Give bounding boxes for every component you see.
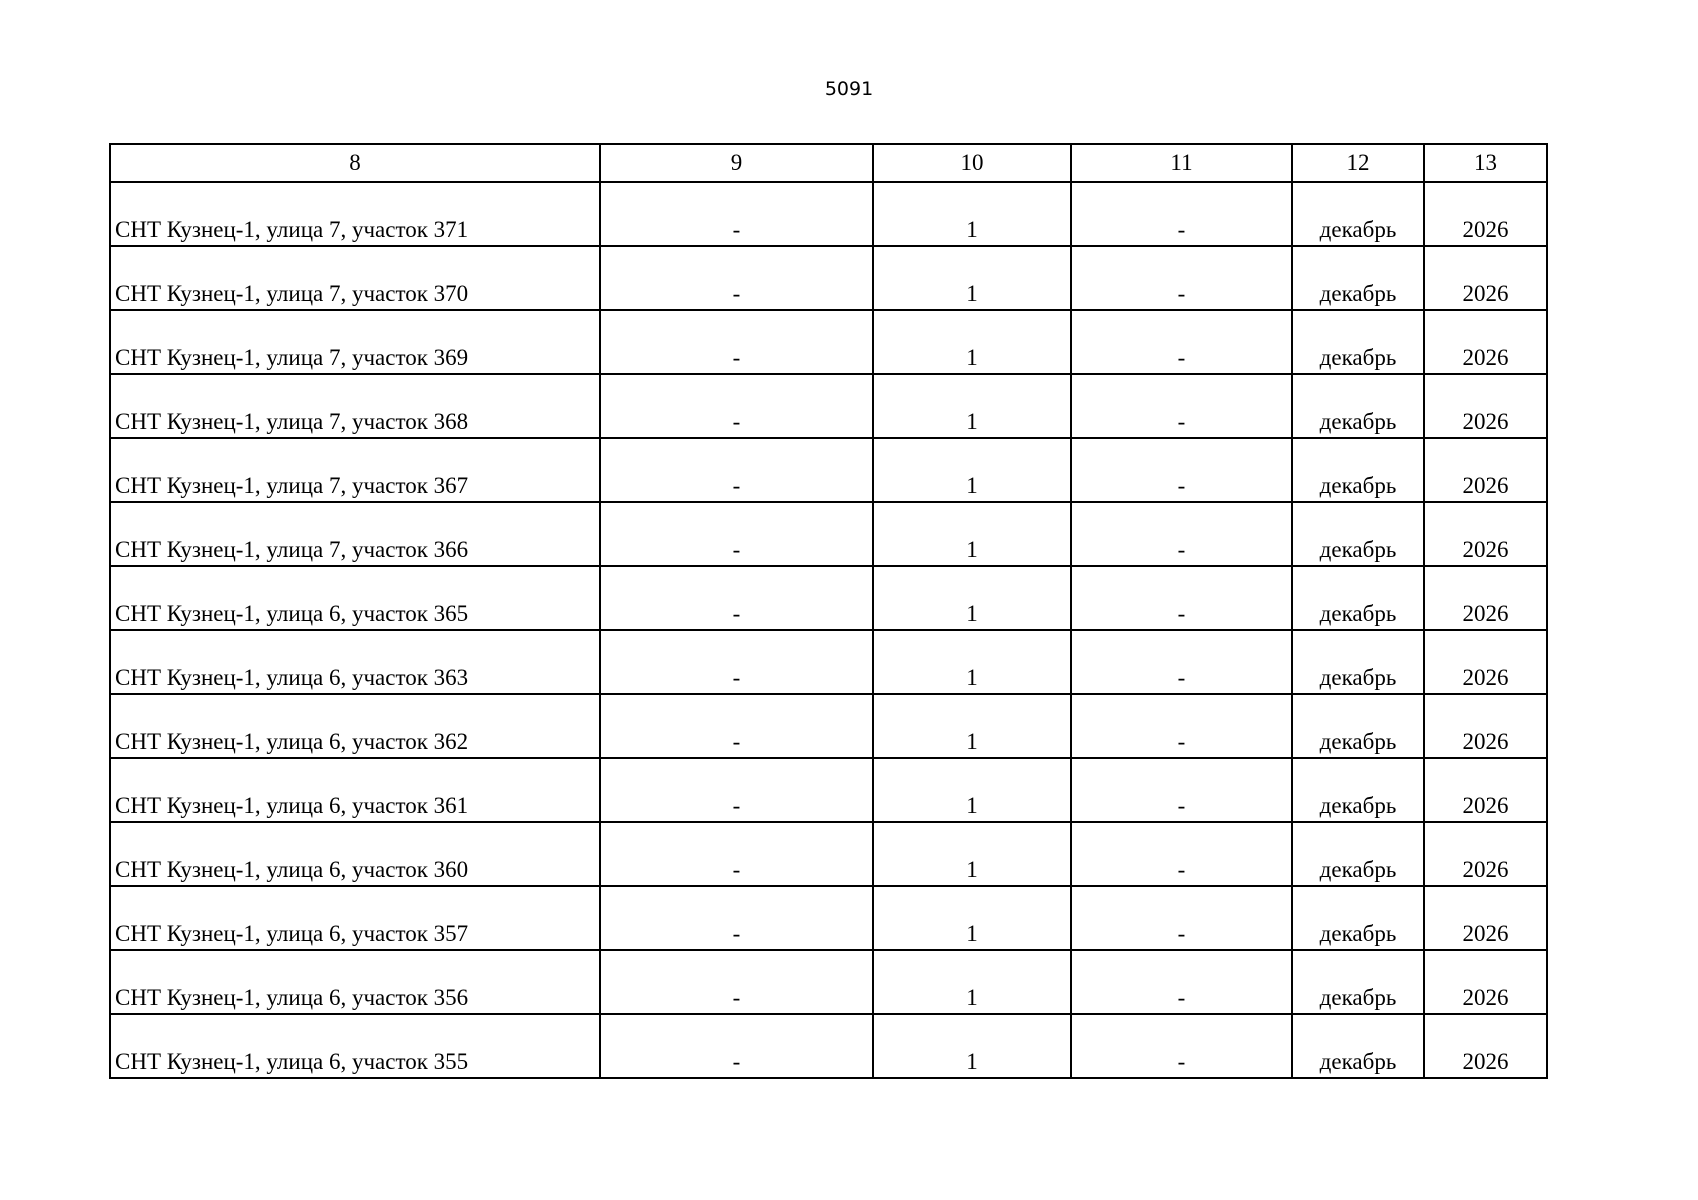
col-9-cell: - xyxy=(600,182,873,246)
year-cell: 2026 xyxy=(1424,822,1547,886)
year-cell: 2026 xyxy=(1424,310,1547,374)
table-row xyxy=(110,182,1547,246)
table-row xyxy=(110,246,1547,310)
address-cell: СНТ Кузнец-1, улица 6, участок 360 xyxy=(110,822,600,886)
col-10-cell: 1 xyxy=(873,1014,1071,1078)
col-10-cell: 1 xyxy=(873,822,1071,886)
year-cell: 2026 xyxy=(1424,694,1547,758)
month-cell: декабрь xyxy=(1292,630,1424,694)
address-cell: СНТ Кузнец-1, улица 7, участок 369 xyxy=(110,310,600,374)
col-9-cell: - xyxy=(600,758,873,822)
address-cell: СНТ Кузнец-1, улица 6, участок 355 xyxy=(110,1014,600,1078)
col-9-cell: - xyxy=(600,694,873,758)
col-9-cell: - xyxy=(600,630,873,694)
month-cell: декабрь xyxy=(1292,566,1424,630)
year-cell: 2026 xyxy=(1424,182,1547,246)
year-cell: 2026 xyxy=(1424,566,1547,630)
col-11-cell: - xyxy=(1071,758,1292,822)
year-cell: 2026 xyxy=(1424,886,1547,950)
table-header xyxy=(110,144,1547,182)
col-9-cell: - xyxy=(600,886,873,950)
month-cell: декабрь xyxy=(1292,694,1424,758)
col-11-cell: - xyxy=(1071,438,1292,502)
col-11-cell: - xyxy=(1071,950,1292,1014)
month-cell: декабрь xyxy=(1292,950,1424,1014)
year-cell: 2026 xyxy=(1424,438,1547,502)
col-9-cell: - xyxy=(600,246,873,310)
column-header: 9 xyxy=(600,144,873,182)
col-11-cell: - xyxy=(1071,310,1292,374)
col-10-cell: 1 xyxy=(873,438,1071,502)
month-cell: декабрь xyxy=(1292,374,1424,438)
col-10-cell: 1 xyxy=(873,374,1071,438)
col-9-cell: - xyxy=(600,566,873,630)
month-cell: декабрь xyxy=(1292,438,1424,502)
address-cell: СНТ Кузнец-1, улица 7, участок 370 xyxy=(110,246,600,310)
table-row xyxy=(110,374,1547,438)
column-header: 13 xyxy=(1424,144,1547,182)
table-row xyxy=(110,630,1547,694)
month-cell: декабрь xyxy=(1292,1014,1424,1078)
col-9-cell: - xyxy=(600,310,873,374)
col-11-cell: - xyxy=(1071,502,1292,566)
col-10-cell: 1 xyxy=(873,630,1071,694)
col-10-cell: 1 xyxy=(873,310,1071,374)
address-cell: СНТ Кузнец-1, улица 6, участок 361 xyxy=(110,758,600,822)
address-cell: СНТ Кузнец-1, улица 6, участок 362 xyxy=(110,694,600,758)
address-cell: СНТ Кузнец-1, улица 6, участок 363 xyxy=(110,630,600,694)
month-cell: декабрь xyxy=(1292,502,1424,566)
col-11-cell: - xyxy=(1071,822,1292,886)
month-cell: декабрь xyxy=(1292,758,1424,822)
address-cell: СНТ Кузнец-1, улица 7, участок 367 xyxy=(110,438,600,502)
col-9-cell: - xyxy=(600,374,873,438)
year-cell: 2026 xyxy=(1424,630,1547,694)
col-11-cell: - xyxy=(1071,630,1292,694)
month-cell: декабрь xyxy=(1292,182,1424,246)
col-9-cell: - xyxy=(600,950,873,1014)
month-cell: декабрь xyxy=(1292,822,1424,886)
address-cell: СНТ Кузнец-1, улица 7, участок 371 xyxy=(110,182,600,246)
table-row xyxy=(110,886,1547,950)
year-cell: 2026 xyxy=(1424,1014,1547,1078)
year-cell: 2026 xyxy=(1424,758,1547,822)
address-cell: СНТ Кузнец-1, улица 7, участок 366 xyxy=(110,502,600,566)
table-row xyxy=(110,758,1547,822)
address-cell: СНТ Кузнец-1, улица 6, участок 356 xyxy=(110,950,600,1014)
column-header: 10 xyxy=(873,144,1071,182)
address-cell: СНТ Кузнец-1, улица 6, участок 365 xyxy=(110,566,600,630)
col-10-cell: 1 xyxy=(873,886,1071,950)
year-cell: 2026 xyxy=(1424,246,1547,310)
col-10-cell: 1 xyxy=(873,502,1071,566)
col-9-cell: - xyxy=(600,502,873,566)
col-11-cell: - xyxy=(1071,694,1292,758)
col-10-cell: 1 xyxy=(873,694,1071,758)
table-row xyxy=(110,1014,1547,1078)
table-body xyxy=(110,182,1547,1078)
data-table xyxy=(109,143,1548,1079)
col-11-cell: - xyxy=(1071,374,1292,438)
year-cell: 2026 xyxy=(1424,502,1547,566)
col-11-cell: - xyxy=(1071,1014,1292,1078)
col-11-cell: - xyxy=(1071,246,1292,310)
col-9-cell: - xyxy=(600,822,873,886)
col-10-cell: 1 xyxy=(873,950,1071,1014)
col-11-cell: - xyxy=(1071,886,1292,950)
table-row xyxy=(110,822,1547,886)
month-cell: декабрь xyxy=(1292,246,1424,310)
page-number: 5091 xyxy=(824,78,874,100)
year-cell: 2026 xyxy=(1424,374,1547,438)
table-row xyxy=(110,566,1547,630)
table-row xyxy=(110,694,1547,758)
column-header: 8 xyxy=(110,144,600,182)
year-cell: 2026 xyxy=(1424,950,1547,1014)
month-cell: декабрь xyxy=(1292,886,1424,950)
col-10-cell: 1 xyxy=(873,566,1071,630)
table-row xyxy=(110,310,1547,374)
header-row xyxy=(110,144,1547,182)
col-10-cell: 1 xyxy=(873,246,1071,310)
address-cell: СНТ Кузнец-1, улица 6, участок 357 xyxy=(110,886,600,950)
month-cell: декабрь xyxy=(1292,310,1424,374)
col-9-cell: - xyxy=(600,1014,873,1078)
table-row xyxy=(110,438,1547,502)
table-row xyxy=(110,950,1547,1014)
col-11-cell: - xyxy=(1071,566,1292,630)
col-10-cell: 1 xyxy=(873,182,1071,246)
column-header: 11 xyxy=(1071,144,1292,182)
table-row xyxy=(110,502,1547,566)
col-11-cell: - xyxy=(1071,182,1292,246)
address-cell: СНТ Кузнец-1, улица 7, участок 368 xyxy=(110,374,600,438)
col-10-cell: 1 xyxy=(873,758,1071,822)
column-header: 12 xyxy=(1292,144,1424,182)
col-9-cell: - xyxy=(600,438,873,502)
